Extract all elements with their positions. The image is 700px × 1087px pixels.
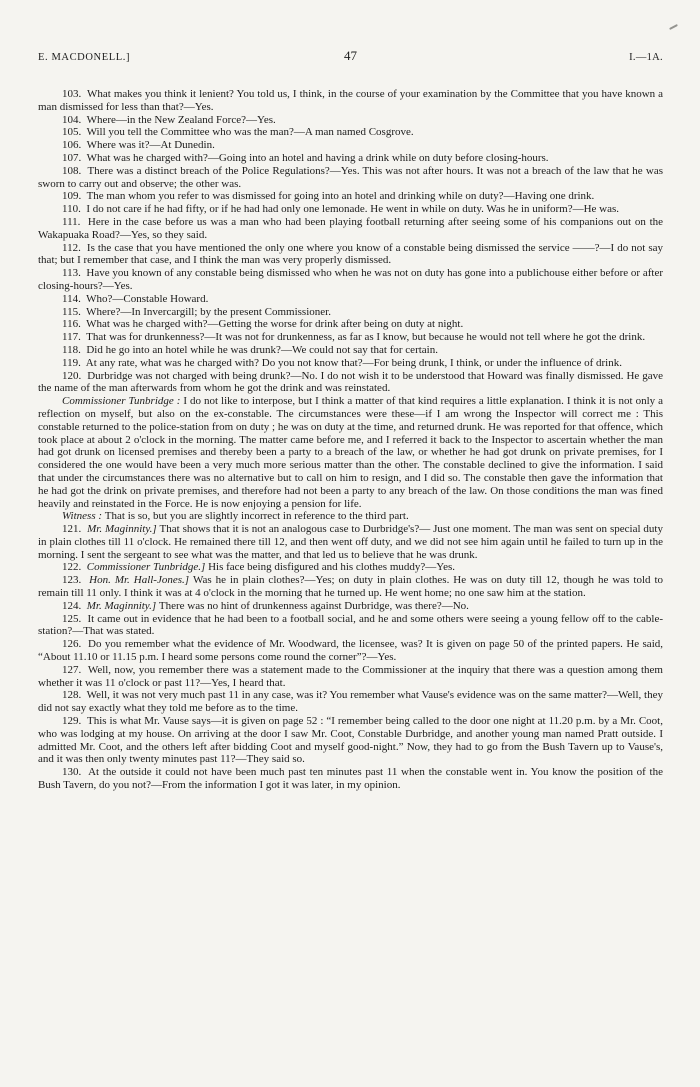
question-number: 127.: [62, 663, 88, 676]
paragraph-text: What was he charged with?—Going into an hotel and having a drink while on duty before closing-hours.: [86, 151, 549, 164]
paragraph: [38, 293, 663, 306]
paragraph: [38, 638, 663, 664]
question-number: 111.: [62, 215, 88, 228]
paragraph: [38, 88, 663, 114]
paragraph: [38, 664, 663, 690]
paragraph: [38, 203, 663, 216]
paragraph: [38, 139, 663, 152]
paragraph: [38, 370, 663, 396]
paragraph-text: Well, it was not very much past 11 in any case, was it? You remember what Vause's evidence was on the same matter?—Well, they did not say exactly what they told me before as to the time.: [38, 689, 663, 715]
paragraph: [38, 331, 663, 344]
question-number: 113.: [62, 267, 87, 280]
paragraph-text: What was he charged with?—Getting the worse for drink after being on duty at night.: [86, 318, 464, 331]
paragraph-text: At the outside it could not have been much past ten minutes past 11 when the constable went in. You know the position of the Bush Tavern, do you not?—From the information I got it was later, in my opinion.: [38, 766, 663, 792]
paragraph-text: I do not like to interpose, but I think a matter of that kind requires a little explanation. I think it is not only a reflection on myself, but also on the ex-constable. The circumstances were these—if I am wrong the Inspector will correct me : This constable returned to the police-station from on duty ; he was on duty at the time, and returned drunk. He was reported for that offence, which took place at about 2 o'clock in the morning. The matter came before me, and I referred it back to the Inspector to ascertain whether the man had got drunk on licensed premises and thereby been a party to a breach of the law, or whether he had got drunk on private premises, for I considered the one would have been a very much more serious matter than the other. The constable declined to give the information. I said that under the circumstances there was no alternative but to call on him to resign, and I did so. The constable then gave the information that he had got the drink on private premises, and therefore had not been a party to any breach of the law. On those conditions the man was fined heavily and reinstated in the Force. He is now enjoying a pension for life.: [38, 395, 663, 510]
question-number: 112.: [62, 241, 87, 254]
question-number: 119.: [62, 356, 86, 369]
paragraph: [38, 395, 663, 510]
paragraph: [38, 126, 663, 139]
paragraph: [38, 152, 663, 165]
paragraph: [38, 561, 663, 574]
question-number: 130.: [62, 766, 89, 779]
question-number: 128.: [62, 689, 87, 702]
paragraph-text: Was he in plain clothes?—Yes; on duty in plain clothes. He was on duty till 12, though he was told to remain till 11 only. I think it was at 4 o'clock in the morning that he turned up. He went home; no one saw him at the station.: [38, 574, 664, 600]
question-number: 117.: [62, 331, 87, 344]
scan-artifact: [669, 24, 678, 30]
paragraph: [38, 242, 663, 268]
question-number: 121.: [62, 523, 88, 536]
paragraph-text: Is the case that you have mentioned the only one where you know of a constable being dismissed the service ——?—I do not say that; but I remember that case, and I think the man was very properly dismissed.: [38, 241, 664, 267]
paper-reference: I.—1A.: [629, 52, 663, 63]
speaker-label: Hon. Mr. Hall-Jones.]: [89, 574, 194, 587]
paragraph: [38, 600, 663, 613]
paragraph-text: It came out in evidence that he had been to a football social, and he and some others were seeing a young fellow off to the cable-station?—That was stated.: [38, 612, 663, 638]
paragraph-text: Here in the case before us was a man who had been playing football returning after seeing some of his companions out on the Wakapuaka Road?—Yes, so they said.: [38, 215, 664, 241]
paragraph-text: Where—in the New Zealand Force?—Yes.: [86, 113, 276, 126]
paragraph-text: Well, now, you remember there was a statement made to the Commissioner at the inquiry that there was a question among them whether it was 11 o'clock or past 11?—Yes, I heard that.: [38, 663, 663, 689]
paragraph: [38, 574, 663, 600]
paragraph: [38, 766, 663, 792]
paragraph: [38, 344, 663, 357]
paragraph: [38, 318, 663, 331]
paragraph: [38, 510, 663, 523]
speaker-label: Commissioner Tunbridge.]: [86, 561, 209, 574]
paragraph: [38, 114, 663, 127]
question-number: 124.: [62, 599, 87, 612]
paragraph-text: That shows that it is not an analogous case to Durbridge's?— Just one moment. The man was sent on special duty in plain clothes till 11 o'clock. He remained there till 12, and then went off duty, and we did not see him again until he failed to turn up in the morning. I sent the sergeant to see what was the matter, and that led us to believe that he was drunk.: [38, 523, 663, 561]
paragraph-text: Have you known of any constable being dismissed who when he was not on duty has gone into a publichouse either before or after closing-hours?—Yes.: [38, 267, 663, 292]
paragraph: [38, 267, 663, 293]
paragraph-text: Who?—Constable Howard.: [86, 292, 209, 305]
question-number: 106.: [62, 139, 87, 152]
paragraph-text: This is what Mr. Vause says—it is given on page 52 : “I remember being called to the door one night at 11.20 p.m. by a Mr. Coot, who was lodging at my house. On arriving at the door I saw Mr. Coot, Constable Durbridge, and another young man named Pratt outside. I admitted Mr. Coot, and the others left after bidding Coot and myself good-night.” Now, they had to go from the Bush Tavern up to Vause's, and it was then only twenty minutes past 11?—They said so.: [38, 715, 663, 766]
paragraph-text: His face being disfigured and his clothes muddy?—Yes.: [208, 561, 456, 574]
question-number: 118.: [62, 343, 87, 356]
paragraph-text: Will you tell the Committee who was the man?—A man named Cosgrove.: [86, 126, 414, 139]
paragraph-text: That is so, but you are slightly incorrect in reference to the third part.: [104, 510, 409, 523]
paragraph-text: There was no hint of drunkenness against Durbridge, was there?—No.: [158, 599, 469, 612]
paragraph: [38, 523, 663, 561]
paragraph-text: There was a distinct breach of the Police Regulations?—Yes. This was not after hours. It was not a breach of the law that he was sworn to carry out and observe; the other was.: [38, 164, 663, 190]
question-number: 116.: [62, 318, 87, 331]
question-number: 110.: [62, 203, 87, 216]
paragraph-text: At any rate, what was he charged with? Do you not know that?—For being drunk, I think, or under the influence of drink.: [85, 356, 622, 369]
paragraph-text: What makes you think it lenient? You told us, I think, in the course of your examination by the Committee that you have known a man dismissed for less than that?—Yes.: [38, 88, 663, 113]
question-number: 120.: [62, 369, 88, 382]
speaker-label: Commissioner Tunbridge :: [62, 395, 184, 408]
paragraph: [38, 613, 663, 639]
question-number: 122.: [62, 561, 87, 574]
paragraph-text: Do you remember what the evidence of Mr. Woodward, the licensee, was? It is given on page 50 of the printed papers. He said, “About 11.10 or 11.15 p.m. I heard some persons come round the corner”?—Yes.: [38, 638, 664, 664]
question-number: 105.: [62, 126, 87, 139]
paragraph-text: Did he go into an hotel while he was drunk?—We could not say that for certain.: [86, 343, 438, 356]
question-number: 109.: [62, 190, 87, 203]
paragraph: [38, 190, 663, 203]
question-number: 107.: [62, 151, 87, 164]
speaker-label: Mr. Maginnity.]: [87, 523, 160, 536]
speaker-label: Mr. Maginnity.]: [86, 599, 159, 612]
paragraph-text: Durbridge was not charged with being drunk?—No. I do not wish it to be understood that Howard was finally dismissed. He gave the name of the man afterwards from whom he got the drink and was reinstated.: [38, 369, 664, 395]
paragraph-text: I do not care if he had fifty, or if he had had only one lemonade. He went in while on duty. Was he in uniform?—He was.: [86, 203, 620, 216]
paragraph-text: The man whom you refer to was dismissed for going into an hotel and drinking while on duty?—Having one drink.: [86, 190, 595, 203]
paragraph: [38, 357, 663, 370]
paragraph-text: Where?—In Invercargill; by the present Commissioner.: [86, 305, 331, 318]
question-number: 126.: [62, 638, 89, 651]
paragraph-text: Where was it?—At Dunedin.: [86, 139, 215, 152]
question-number: 123.: [62, 574, 90, 587]
paragraph: [38, 689, 663, 715]
paragraph: [38, 216, 663, 242]
document-body: [38, 88, 663, 792]
question-number: 108.: [62, 164, 88, 177]
page-header: [38, 48, 663, 64]
paragraph: [38, 165, 663, 191]
page-number: 47: [343, 48, 357, 63]
question-number: 103.: [62, 88, 88, 100]
speaker-label: Witness :: [62, 510, 105, 523]
question-number: 114.: [62, 292, 87, 305]
paragraph-text: That was for drunkenness?—It was not for drunkenness, as far as I know, but because he would not tell where he got the drink.: [86, 331, 646, 344]
question-number: 125.: [62, 612, 88, 625]
paragraph: [38, 715, 663, 766]
question-number: 115.: [62, 305, 87, 318]
witness-name: E. MACDONELL.]: [38, 52, 131, 63]
question-number: 129.: [62, 715, 88, 728]
question-number: 104.: [62, 113, 87, 126]
paragraph: [38, 306, 663, 319]
